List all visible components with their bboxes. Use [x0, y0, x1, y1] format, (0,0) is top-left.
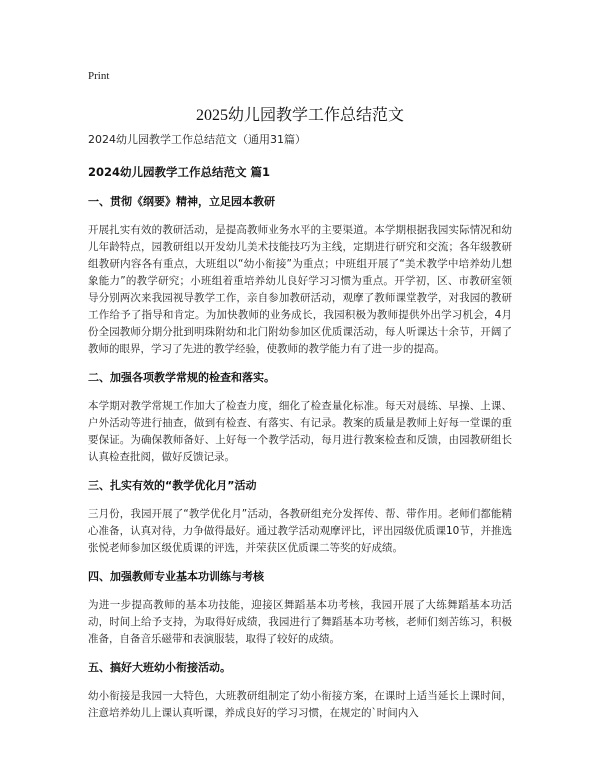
section-paragraph: 为进一步提高教师的基本功技能，迎接区舞蹈基本功考核，我园开展了大练舞蹈基本功活动，时间上给予支持，为取得好成绩，我园进行了舞蹈基本功考核，老师们刻苦练习，积极准备，自备音乐磁带和表演服装，取得了较好的成绩。 [88, 599, 512, 645]
section-heading: 四、加强教师专业基本功训练与考核 [88, 570, 264, 583]
document-body [88, 132, 512, 734]
section-heading: 五、搞好大班幼小衔接活动。 [88, 661, 231, 674]
print-link[interactable]: Print [88, 70, 110, 82]
section-heading: 三、扎实有效的“教学优化月”活动 [88, 479, 257, 492]
section-paragraph: 开展扎实有效的教研活动，是提高教师业务水平的主要渠道。本学期根据我园实际情况和幼儿年龄特点，园教研组以开发幼儿美术技能技巧为主线，定期进行研究和交流；各年级教研组教研内容各有重点，大班组以“幼小衔接”为重点；中班组开展了“美术教学中培养幼儿想象能力”的教学研究；小班组着重培养幼儿良好学习习惯为重点。开学初，区、市教研室领导分别两次来我园视导教学工作，亲自参加教研活动，观摩了教师课堂教学，对我园的教研工作给予了指导和肯定。为加快教师的业务成长，我园积极为教师提供外出学习机会，4月份全园教师分期分批到明珠附幼和北门附幼参加区优质课活动，每人听课达十余节，开阔了教师的眼界，学习了先进的教学经验，使教师的教学能力有了进一步的提高。 [88, 224, 512, 355]
section-heading: 二、加强各项教学常规的检查和落实。 [88, 371, 275, 384]
section-paragraph: 本学期对教学常规工作加大了检查力度，细化了检查量化标准。每天对晨练、早操、上课、户外活动等进行抽查，做到有检查、有落实、有记录。教案的质量是教师上好每一堂课的重要保证。为确保教师备好、上好每一个教学活动，每月进行教案检查和反馈，由园教研组长认真检查批阅，做好反馈记录。 [88, 400, 512, 463]
section-paragraph: 幼小衔接是我园一大特色，大班教研组制定了幼小衔接方案，在课时上适当延长上课时间，注意培养幼儿上课认真听课，养成良好的学习习惯，在规定的`时间内入 [88, 690, 512, 719]
article-section-title: 2024幼儿园教学工作总结范文 篇1 [88, 165, 271, 179]
page-title: 2025幼儿园教学工作总结范文 [195, 107, 404, 124]
section-heading: 一、贯彻《纲要》精神，立足园本教研 [88, 195, 275, 208]
document-subtitle: 2024幼儿园教学工作总结范文（通用31篇） [88, 133, 306, 146]
section-paragraph: 三月份，我园开展了“教学优化月”活动，各教研组充分发挥传、帮、带作用。老师们都能精心准备，认真对待，力争做得最好。通过教学活动观摩评比，评出园级优质课10节，并推选张悦老师参加区级优质课的评选，并荣获区优质课二等奖的好成绩。 [88, 508, 512, 554]
